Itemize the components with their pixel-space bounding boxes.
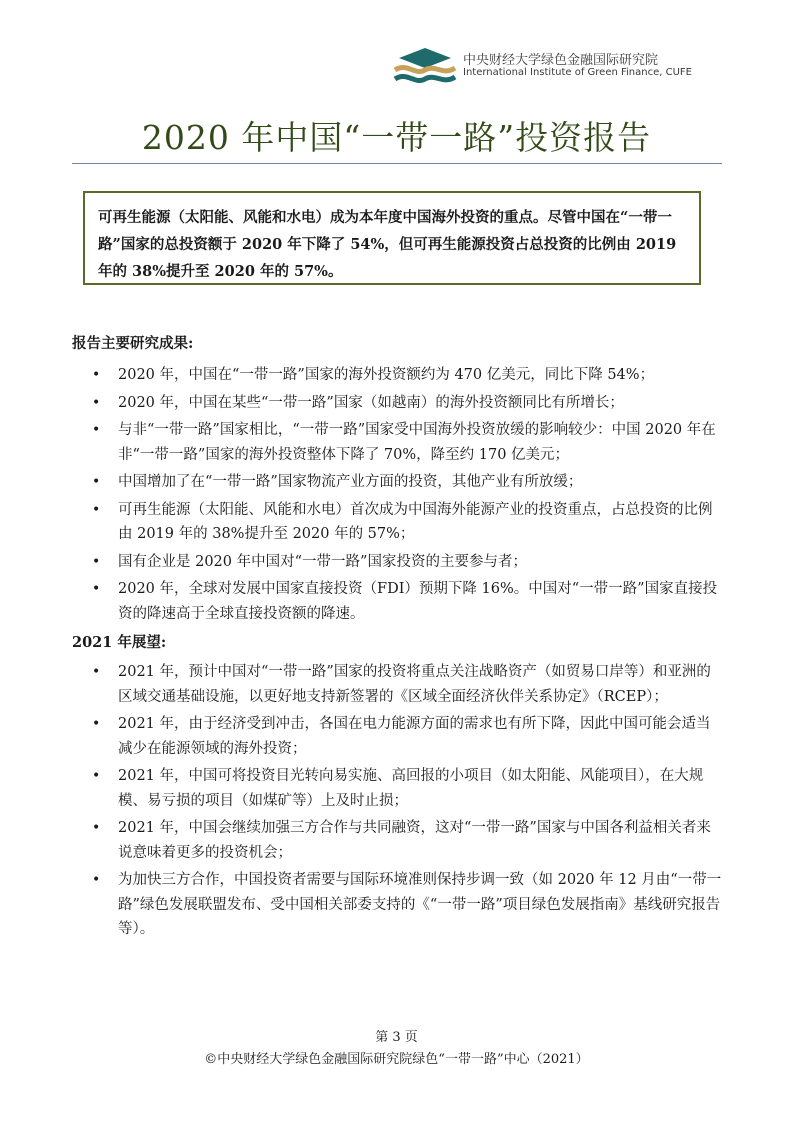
logo-mark-icon	[393, 44, 457, 88]
bullet-icon: •	[92, 820, 101, 836]
findings-list	[72, 363, 724, 629]
list-item	[72, 712, 724, 761]
bullet-icon: •	[92, 394, 101, 411]
list-item	[72, 498, 724, 547]
list-item	[72, 391, 724, 416]
list-item-text: 2021 年，中国会继续加强三方合作与共同融资，这对“一带一路”国家与中国各利益相关者来说意味着更多的投资机会；	[118, 820, 711, 861]
list-item	[72, 363, 724, 388]
bullet-icon: •	[92, 367, 101, 383]
logo-name-cn: 中央财经大学绿色金融国际研究院	[463, 53, 659, 68]
bullet-icon: •	[92, 664, 101, 680]
list-item-text: 与非“一带一路”国家相比，“一带一路”国家受中国海外投资放缓的影响较少：中国 2020 年在非“一带一路”国家的海外投资整体下降了 70%，降至约 170 亿美元；	[118, 422, 716, 463]
bullet-icon: •	[92, 474, 101, 490]
bullet-icon: •	[92, 553, 101, 570]
outlook-heading: 2021 年展望:	[72, 634, 167, 651]
list-item	[72, 470, 724, 495]
list-item-text: 2020 年，中国在“一带一路”国家的海外投资额约为 470 亿美元，同比下降 54%；	[118, 367, 655, 383]
bullet-icon: •	[92, 872, 101, 888]
list-item	[72, 816, 724, 865]
bullet-icon: •	[92, 581, 101, 597]
list-item	[72, 577, 724, 626]
list-item	[72, 764, 724, 813]
list-item	[72, 660, 724, 709]
list-item	[72, 868, 724, 942]
bullet-icon: •	[92, 422, 101, 438]
outlook-list	[72, 660, 724, 945]
bullet-icon: •	[92, 716, 101, 732]
list-item-text: 2021 年，预计中国对“一带一路”国家的投资将重点关注战略资产（如贸易口岸等）和亚洲的区域交通基础设施，以更好地支持新签署的《区域全面经济伙伴关系协定》（RCEP）；	[118, 664, 711, 705]
copyright-line: ©中央财经大学绿色金融国际研究院绿色“一带一路”中心（2021）	[204, 1052, 589, 1067]
institute-logo	[393, 44, 692, 88]
highlight-box: 可再生能源（太阳能、风能和水电）成为本年度中国海外投资的重点。尽管中国在“一带一路”国家的总投资额于 2020 年下降了 54%，但可再生能源投资占总投资的比例由 2019 年的 38%提升至 2020 年的 57%。	[83, 191, 701, 285]
logo-name-en: International Institute of Green Finance, CUFE	[463, 67, 692, 78]
list-item	[72, 550, 724, 575]
list-item-text: 2020 年，中国在某些“一带一路”国家（如越南）的海外投资额同比有所增长；	[118, 394, 624, 411]
list-item-text: 国有企业是 2020 年中国对“一带一路”国家投资的主要参与者；	[118, 553, 527, 570]
list-item-text: 2020 年，全球对发展中国家直接投资（FDI）预期下降 16%。中国对“一带一路”国家直接投资的降速高于全球直接投资额的降速。	[118, 581, 718, 622]
list-item-text: 为加快三方合作，中国投资者需要与国际环境准则保持步调一致（如 2020 年 12 月由“一带一路”绿色发展联盟发布、受中国相关部委支持的《“一带一路”项目绿色发展指南》基线研究报告等）。	[118, 872, 722, 937]
list-item	[72, 418, 724, 467]
bullet-icon: •	[92, 768, 101, 784]
list-item-text: 可再生能源（太阳能、风能和水电）首次成为中国海外能源产业的投资重点，占总投资的比例由 2019 年的 38%提升至 2020 年的 57%；	[118, 501, 713, 542]
title-divider	[72, 163, 722, 164]
list-item-text: 中国增加了在“一带一路”国家物流产业方面的投资，其他产业有所放缓；	[118, 474, 583, 490]
findings-heading: 报告主要研究成果:	[72, 335, 194, 352]
list-item-text: 2021 年，由于经济受到冲击，各国在电力能源方面的需求也有所下降，因此中国可能会适当减少在能源领域的海外投资；	[118, 716, 711, 757]
list-item-text: 2021 年，中国可将投资目光转向易实施、高回报的小项目（如太阳能、风能项目），在大规模、易亏损的项目（如煤矿等）上及时止损；	[118, 768, 704, 809]
bullet-icon: •	[92, 501, 101, 518]
page-number: 第 3 页	[375, 1030, 418, 1045]
page-title: 2020 年中国“一带一路”投资报告	[141, 118, 652, 157]
